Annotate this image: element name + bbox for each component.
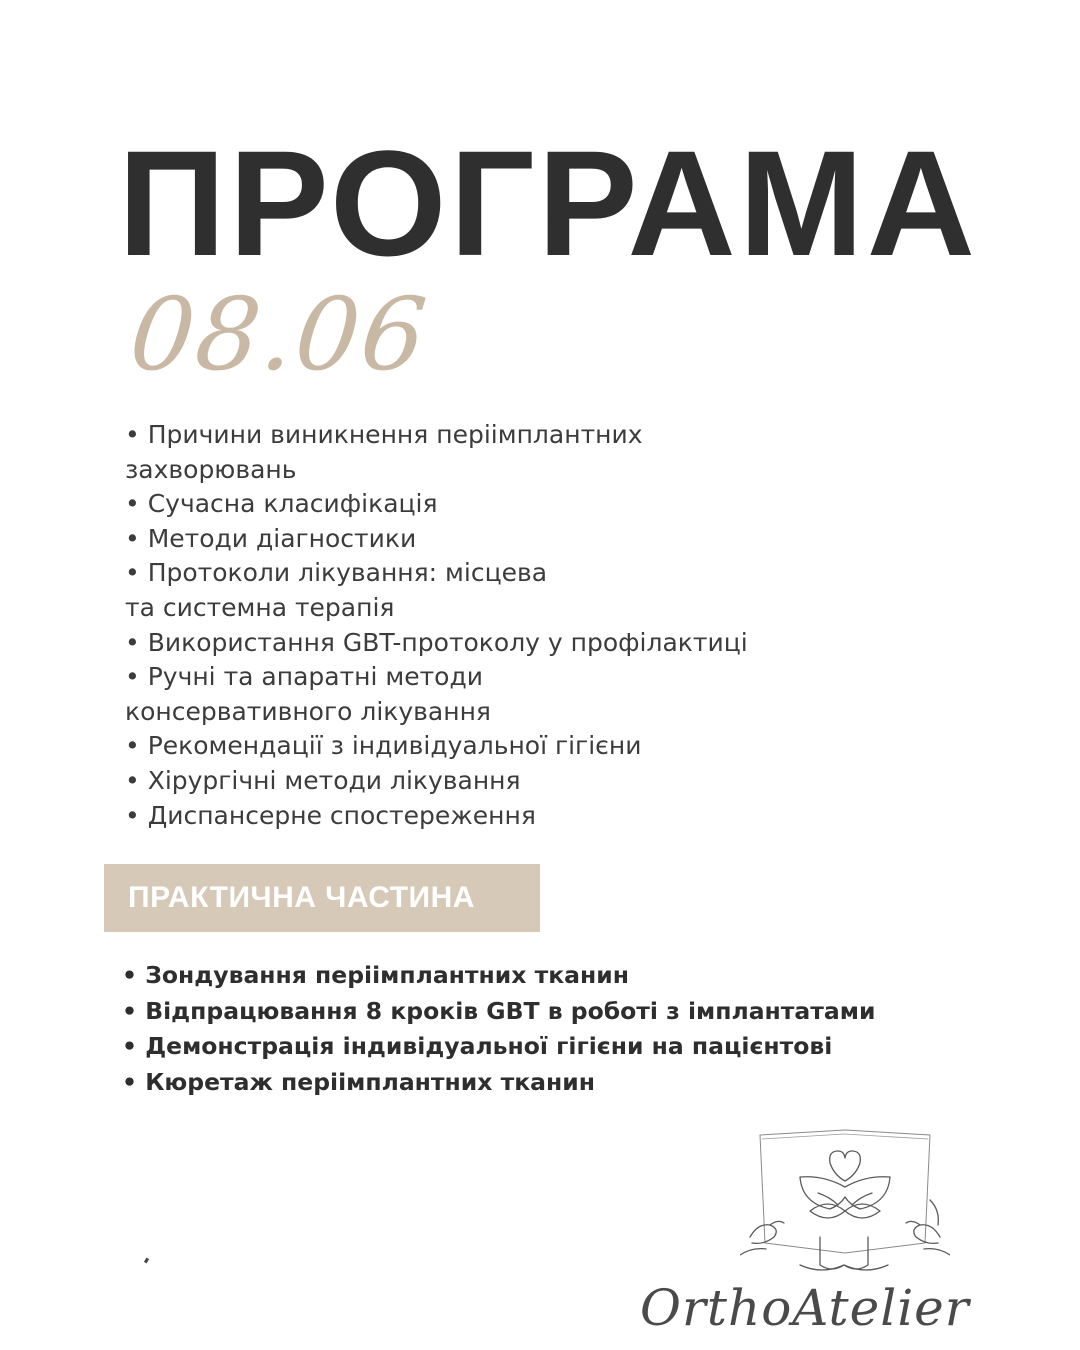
theory-line: • Використання GBT-протоколу у профілактиці — [125, 627, 748, 657]
practice-banner — [104, 864, 540, 932]
theory-line: та системна терапія — [125, 592, 395, 622]
theory-line: • Протоколи лікування: місцева — [125, 558, 548, 588]
theory-line: консервативного лікування — [125, 696, 491, 726]
page-title: ПРОГРАМА — [118, 119, 979, 287]
theory-line: • Рекомендації з індивідуальної гігієни — [125, 731, 642, 761]
event-date: 08.06 — [124, 276, 434, 393]
practice-item: • Відпрацювання 8 кроків GBT в роботі з імплантатами — [122, 996, 876, 1025]
practice-item: • Демонстрація індивідуальної гігієни на пацієнтові — [122, 1032, 833, 1061]
theory-line: • Сучасна класифікація — [125, 489, 438, 519]
theory-line: • Причини виникнення періімплантних — [125, 420, 643, 449]
practice-item: • Кюретаж періімплантних тканин — [122, 1067, 595, 1096]
practice-item: • Зондування періімплантних тканин — [122, 961, 629, 989]
practice-title: ПРАКТИЧНА ЧАСТИНА — [128, 881, 475, 914]
brand-logo-text: OrthoAtelier — [640, 1279, 970, 1337]
practice-list — [122, 958, 875, 1100]
theory-line: • Методи діагностики — [125, 523, 417, 553]
lotus-tooth-book-hands-icon — [740, 1125, 950, 1285]
theory-list — [125, 418, 748, 833]
theory-line: • Диспансерне спостереження — [125, 800, 536, 830]
stray-mark — [144, 1258, 149, 1264]
theory-line: • Хірургічні методи лікування — [125, 765, 521, 795]
theory-line: захворювань — [125, 454, 297, 484]
theory-line: • Ручні та апаратні методи — [125, 662, 484, 692]
